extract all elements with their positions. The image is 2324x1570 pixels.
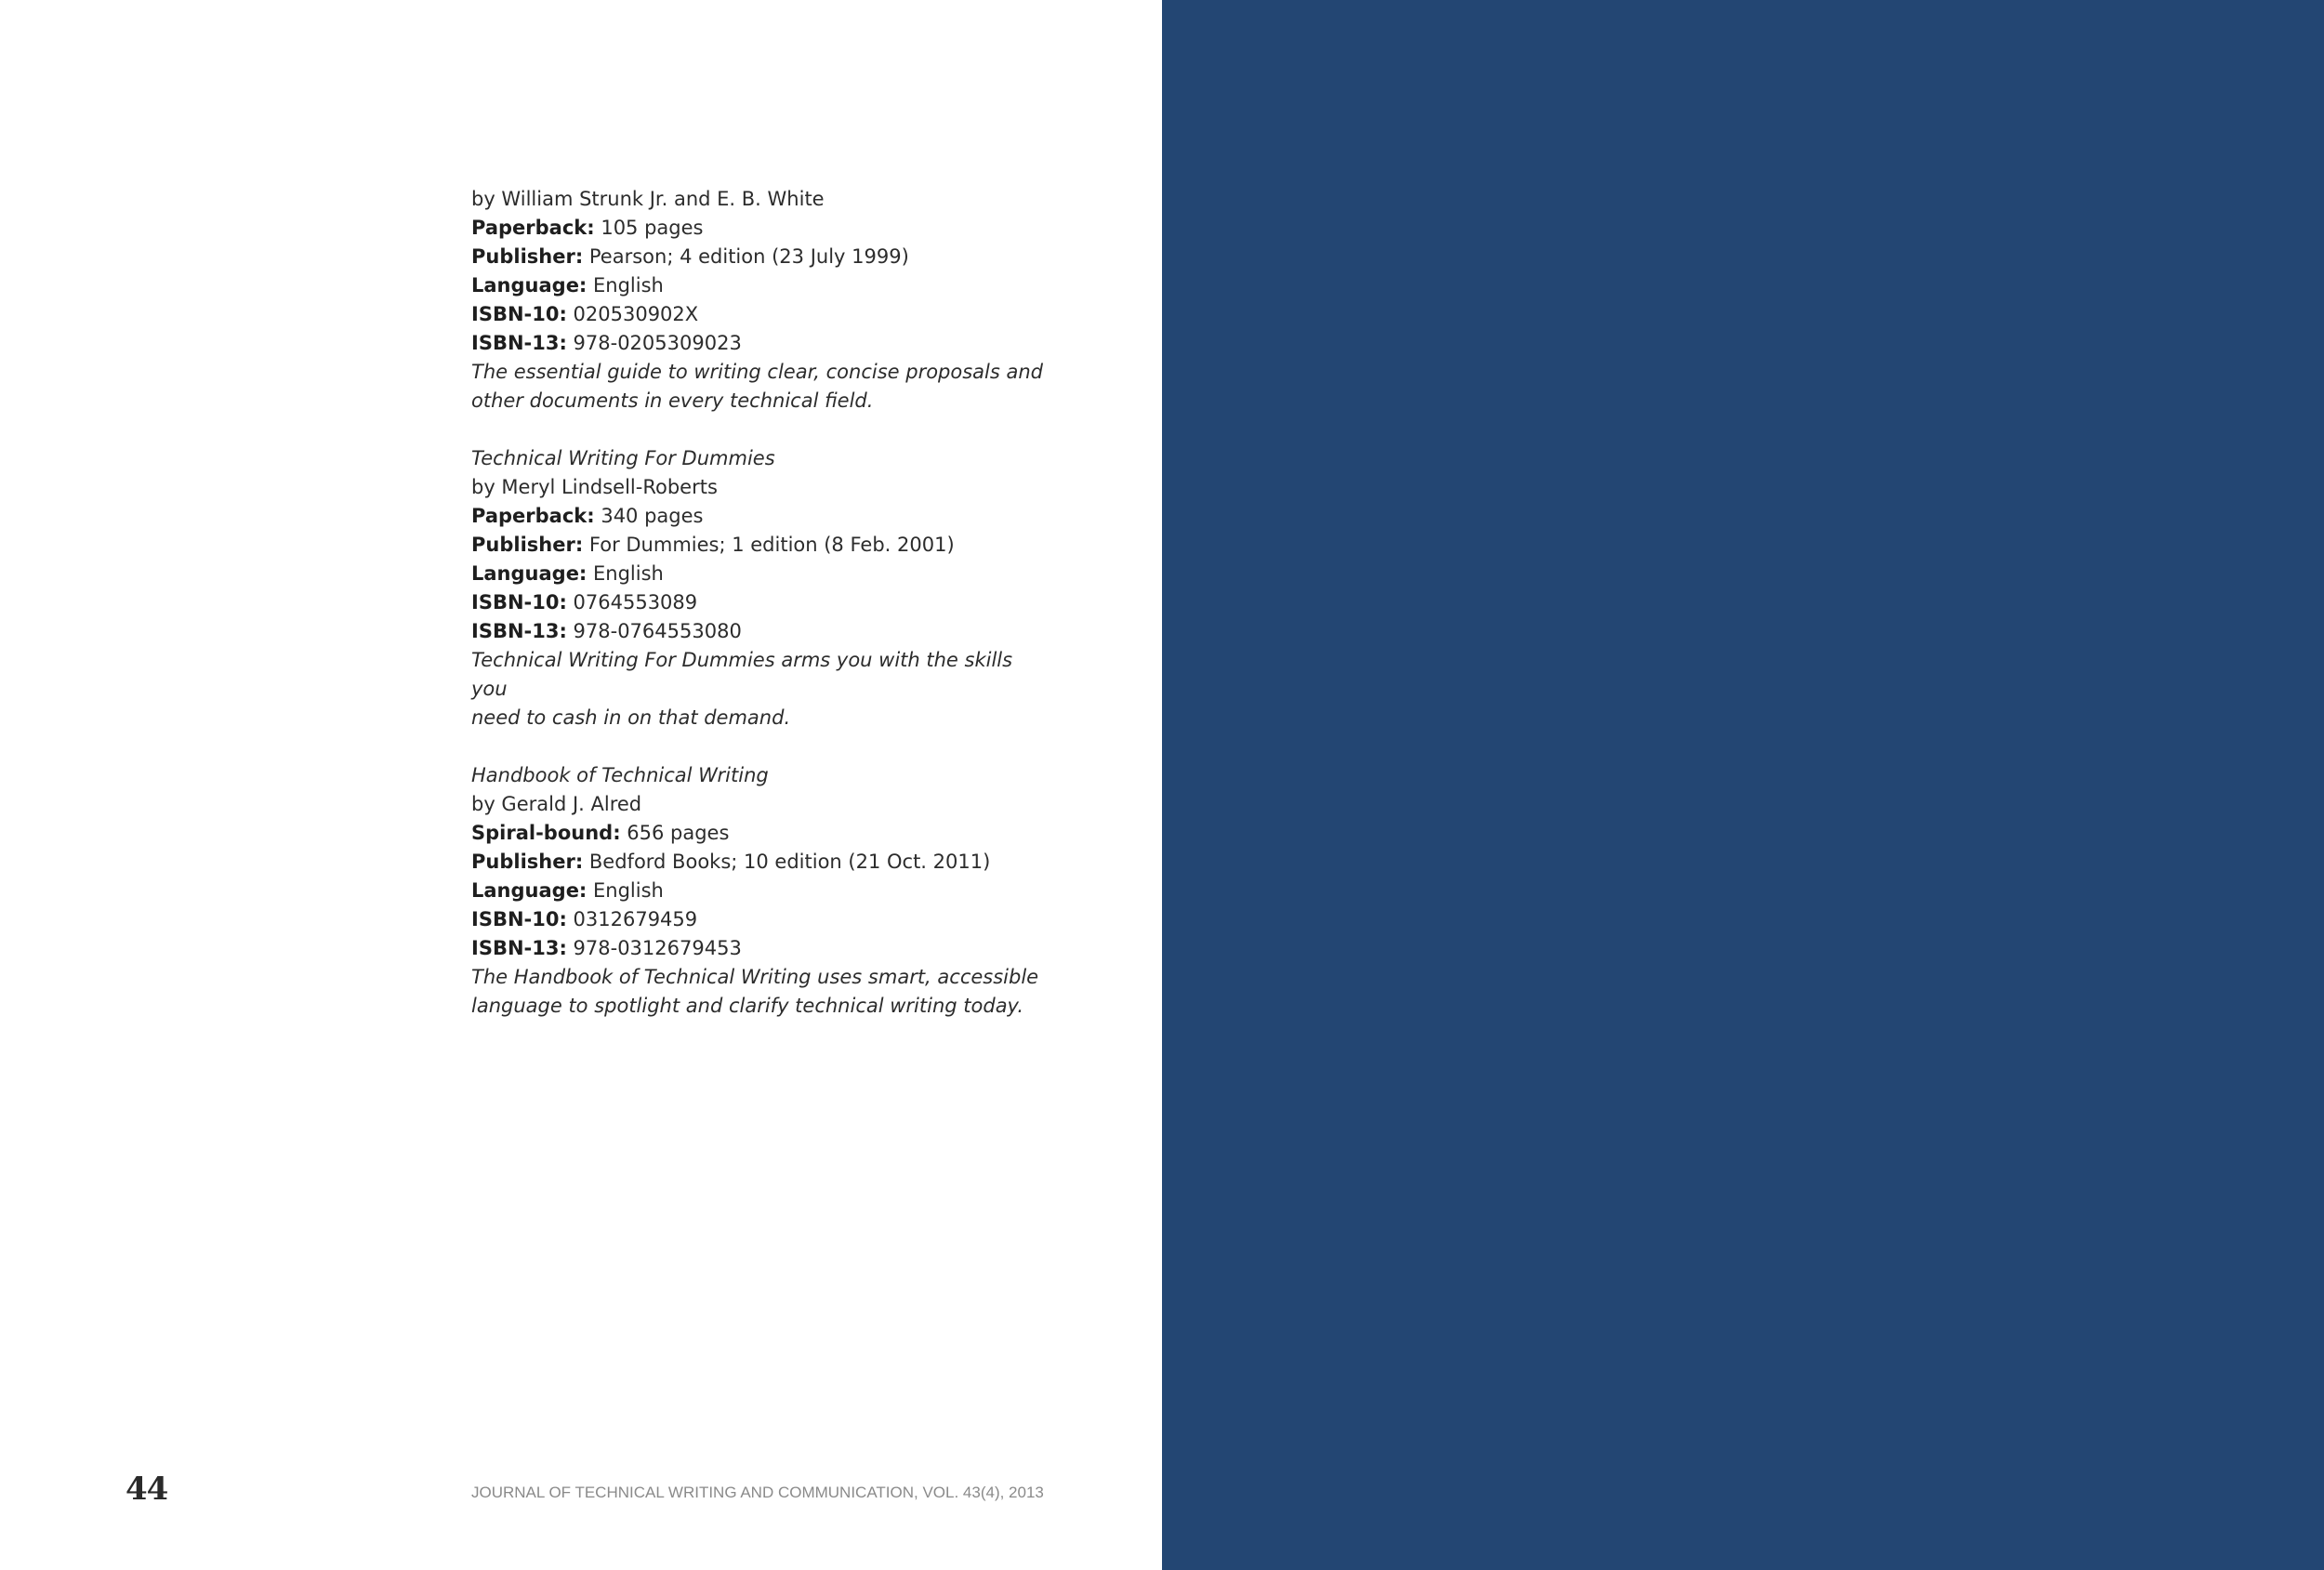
format-label: Paperback: xyxy=(471,217,595,239)
book-isbn13 xyxy=(471,617,1048,646)
book-title: Handbook of Technical Writing xyxy=(471,764,769,786)
book-isbn10 xyxy=(471,588,1048,617)
book-description-line: The Handbook of Technical Writing uses smart, accessible xyxy=(471,966,1039,988)
book-format xyxy=(471,819,1048,848)
language-label: Language: xyxy=(471,274,588,297)
language-value: English xyxy=(587,879,664,902)
book-publisher xyxy=(471,243,1048,271)
isbn10-label: ISBN-10: xyxy=(471,591,567,613)
right-color-panel xyxy=(1162,0,2324,1570)
isbn10-label: ISBN-10: xyxy=(471,303,567,325)
book-publisher xyxy=(471,531,1048,560)
publisher-label: Publisher: xyxy=(471,245,584,268)
language-label: Language: xyxy=(471,879,588,902)
book-entry xyxy=(471,185,1048,416)
book-entry xyxy=(471,444,1048,732)
isbn13-value: 978-0764553080 xyxy=(566,620,742,642)
isbn13-label: ISBN-13: xyxy=(471,937,567,959)
book-description-line: The essential guide to writing clear, concise proposals and xyxy=(471,361,1043,383)
isbn10-value: 0312679459 xyxy=(566,908,698,930)
running-footer: JOURNAL OF TECHNICAL WRITING AND COMMUNICATION, VOL. 43(4), 2013 xyxy=(471,1484,1044,1501)
format-value: 105 pages xyxy=(594,217,704,239)
language-label: Language: xyxy=(471,562,588,585)
isbn10-label: ISBN-10: xyxy=(471,908,567,930)
format-label: Paperback: xyxy=(471,505,595,527)
book-title: Technical Writing For Dummies xyxy=(471,447,775,469)
format-label: Spiral-bound: xyxy=(471,822,621,844)
book-language xyxy=(471,877,1048,905)
publisher-value: For Dummies; 1 edition (8 Feb. 2001) xyxy=(583,534,955,556)
book-isbn10 xyxy=(471,905,1048,934)
book-description-line: language to spotlight and clarify technical writing today. xyxy=(471,995,1024,1017)
book-description-line: other documents in every technical field. xyxy=(471,389,874,412)
language-value: English xyxy=(587,274,664,297)
book-language xyxy=(471,560,1048,588)
book-language xyxy=(471,271,1048,300)
isbn13-value: 978-0205309023 xyxy=(566,332,742,354)
book-isbn13 xyxy=(471,329,1048,358)
publisher-value: Bedford Books; 10 edition (21 Oct. 2011) xyxy=(583,851,991,873)
book-description-line: need to cash in on that demand. xyxy=(471,706,791,729)
book-entry xyxy=(471,761,1048,1021)
isbn10-value: 0764553089 xyxy=(566,591,698,613)
book-list xyxy=(471,185,1048,1021)
book-isbn13 xyxy=(471,934,1048,963)
publisher-label: Publisher: xyxy=(471,851,584,873)
book-author: by Gerald J. Alred xyxy=(471,793,642,815)
publisher-label: Publisher: xyxy=(471,534,584,556)
isbn13-label: ISBN-13: xyxy=(471,332,567,354)
book-format xyxy=(471,502,1048,531)
language-value: English xyxy=(587,562,664,585)
book-author: by Meryl Lindsell-Roberts xyxy=(471,476,718,498)
entry-spacer xyxy=(471,732,1048,761)
format-value: 656 pages xyxy=(620,822,730,844)
format-value: 340 pages xyxy=(594,505,704,527)
book-isbn10 xyxy=(471,300,1048,329)
isbn10-value: 020530902X xyxy=(566,303,699,325)
page-number: 44 xyxy=(125,1471,168,1508)
entry-spacer xyxy=(471,416,1048,444)
isbn13-label: ISBN-13: xyxy=(471,620,567,642)
isbn13-value: 978-0312679453 xyxy=(566,937,742,959)
book-author: by William Strunk Jr. and E. B. White xyxy=(471,188,825,210)
publisher-value: Pearson; 4 edition (23 July 1999) xyxy=(583,245,909,268)
book-description-line: Technical Writing For Dummies arms you with the skills you xyxy=(471,649,1013,700)
book-format xyxy=(471,214,1048,243)
book-publisher xyxy=(471,848,1048,877)
